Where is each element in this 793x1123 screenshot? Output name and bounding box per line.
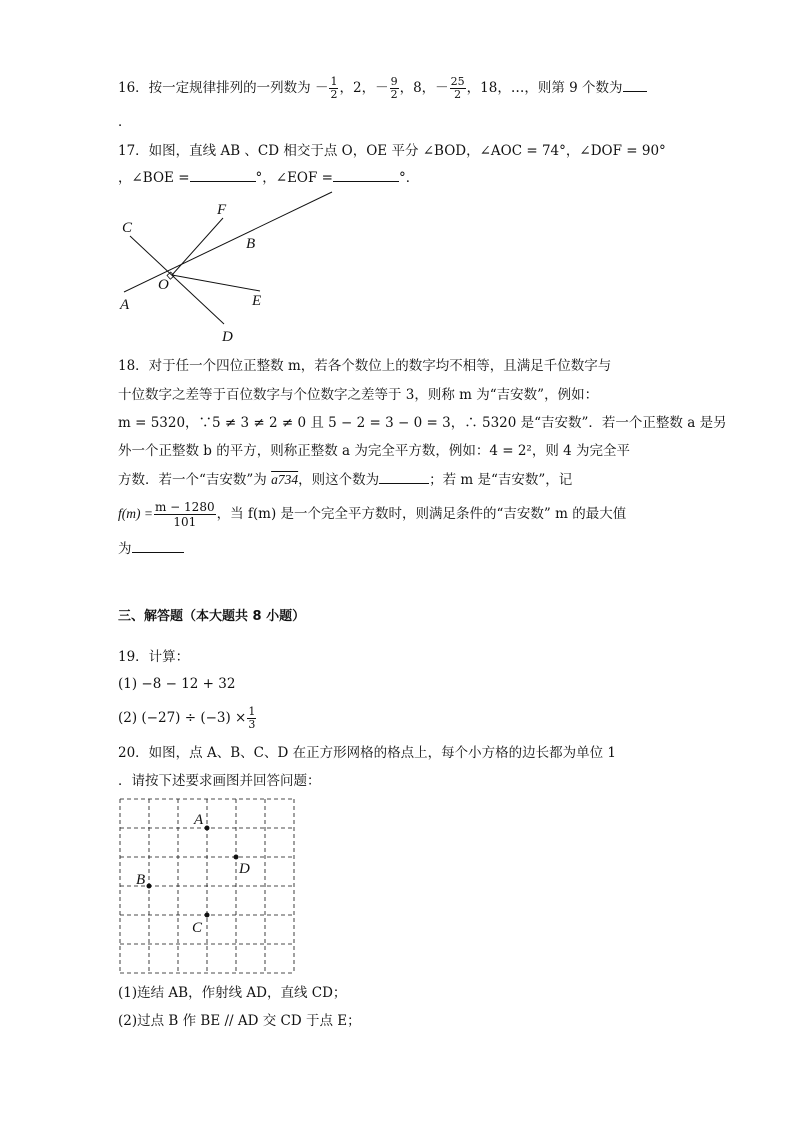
label-e: E (252, 293, 262, 309)
label-c: C (122, 220, 133, 236)
q16-lead: 16．按一定规律排列的一列数为 (118, 80, 315, 96)
q17-figure (110, 188, 350, 348)
label-o: O (158, 277, 169, 293)
point-d (234, 855, 239, 860)
answer-blank-max (132, 538, 184, 553)
point-c (205, 913, 210, 918)
question-18-line-3: m = 5320，∵5 ≠ 3 ≠ 2 ≠ 0 且 5 − 2 = 3 − 0 = 3，∴ 5320 是“吉安数”．若一个正整数 a 是另 (118, 415, 727, 431)
label-b: B (246, 236, 256, 252)
question-16 (118, 76, 647, 101)
question-17-line-1: 17．如图，直线 AB 、CD 相交于点 O，OE 平分 ∠BOD，∠AOC = 74°，∠DOF = 90° (118, 143, 666, 159)
question-18-line-1: 18．对于任一个四位正整数 m，若各个数位上的数字均不相等，且满足千位数字与 (118, 358, 612, 374)
question-18-line-7: 为 (118, 538, 184, 559)
section-heading: 三、解答题（本大题共 8 小题） (118, 609, 306, 624)
question-18-line-6: f(m) = $\frac{m - 1280}{101}$ ，当 f(m) 是一个完全平方数时，则满足条件的“吉安数” m 的最大值 (118, 500, 627, 529)
question-20-line-1: 20．如图，点 A、B、C、D 在正方形网格的格点上，每个小方格的边长都为单位 1 (118, 745, 616, 761)
question-18-line-5: 方数．若一个“吉安数”为 a734，则这个数为 ；若 m 是“吉安数”，记 (118, 469, 572, 490)
point-a (205, 826, 210, 831)
grid-lines (120, 799, 295, 973)
answer-blank-eof (333, 167, 399, 182)
q20-grid (118, 797, 300, 977)
label-b: B (136, 872, 146, 888)
ray-of (172, 218, 223, 275)
q16-sep-2: ，8， (399, 80, 436, 96)
line-ab (124, 192, 332, 292)
label-a: A (194, 812, 204, 828)
q16-term-1: － $\frac{1}{2}$ (314, 75, 338, 101)
answer-blank-boe (190, 167, 256, 182)
answer-blank-number (379, 469, 429, 484)
question-20-step-1: (1)连结 AB，作射线 AD，直线 CD； (118, 985, 347, 1001)
point-b (147, 884, 152, 889)
q16-period: ． (118, 114, 132, 130)
question-19-part-2: (2) (−27) ÷ (−3) × $\frac{1}{3}$ (118, 705, 256, 731)
question-19-title: 19．计算： (118, 649, 190, 665)
question-17-line-2: ，∠BOE = °，∠EOF = °． (118, 167, 419, 188)
question-18-line-2: 十位数字之差等于百位数字与个位数字之差等于 3，则称 m 为“吉安数”，例如： (118, 387, 599, 403)
label-a: A (120, 297, 130, 313)
line-cd (130, 236, 224, 324)
label-f: F (217, 202, 227, 218)
ray-oe (172, 275, 260, 291)
answer-blank (623, 77, 647, 92)
question-18-line-4: 外一个正整数 b 的平方，则称正整数 a 为完全平方数，例如：4 = 2²，则 4 为完全平 (118, 443, 631, 459)
question-20-line-2: ．请按下述要求画图并回答问题： (118, 773, 321, 789)
q16-sep-1: ，2， (339, 80, 376, 96)
question-20-step-2: (2)过点 B 作 BE // AD 交 CD 于点 E； (118, 1013, 361, 1029)
q16-tail: ，18，…，则第 9 个数为 (466, 80, 623, 96)
overline-number: a734 (271, 472, 299, 487)
label-c: C (192, 920, 203, 936)
label-d: D (222, 329, 233, 345)
q16-term-3: － $\frac{25}{2}$ (435, 75, 465, 101)
question-19-part-1: (1) −8 − 12 + 32 (118, 676, 236, 692)
label-d: D (239, 861, 250, 877)
q16-term-2: － $\frac{9}{2}$ (375, 75, 398, 101)
